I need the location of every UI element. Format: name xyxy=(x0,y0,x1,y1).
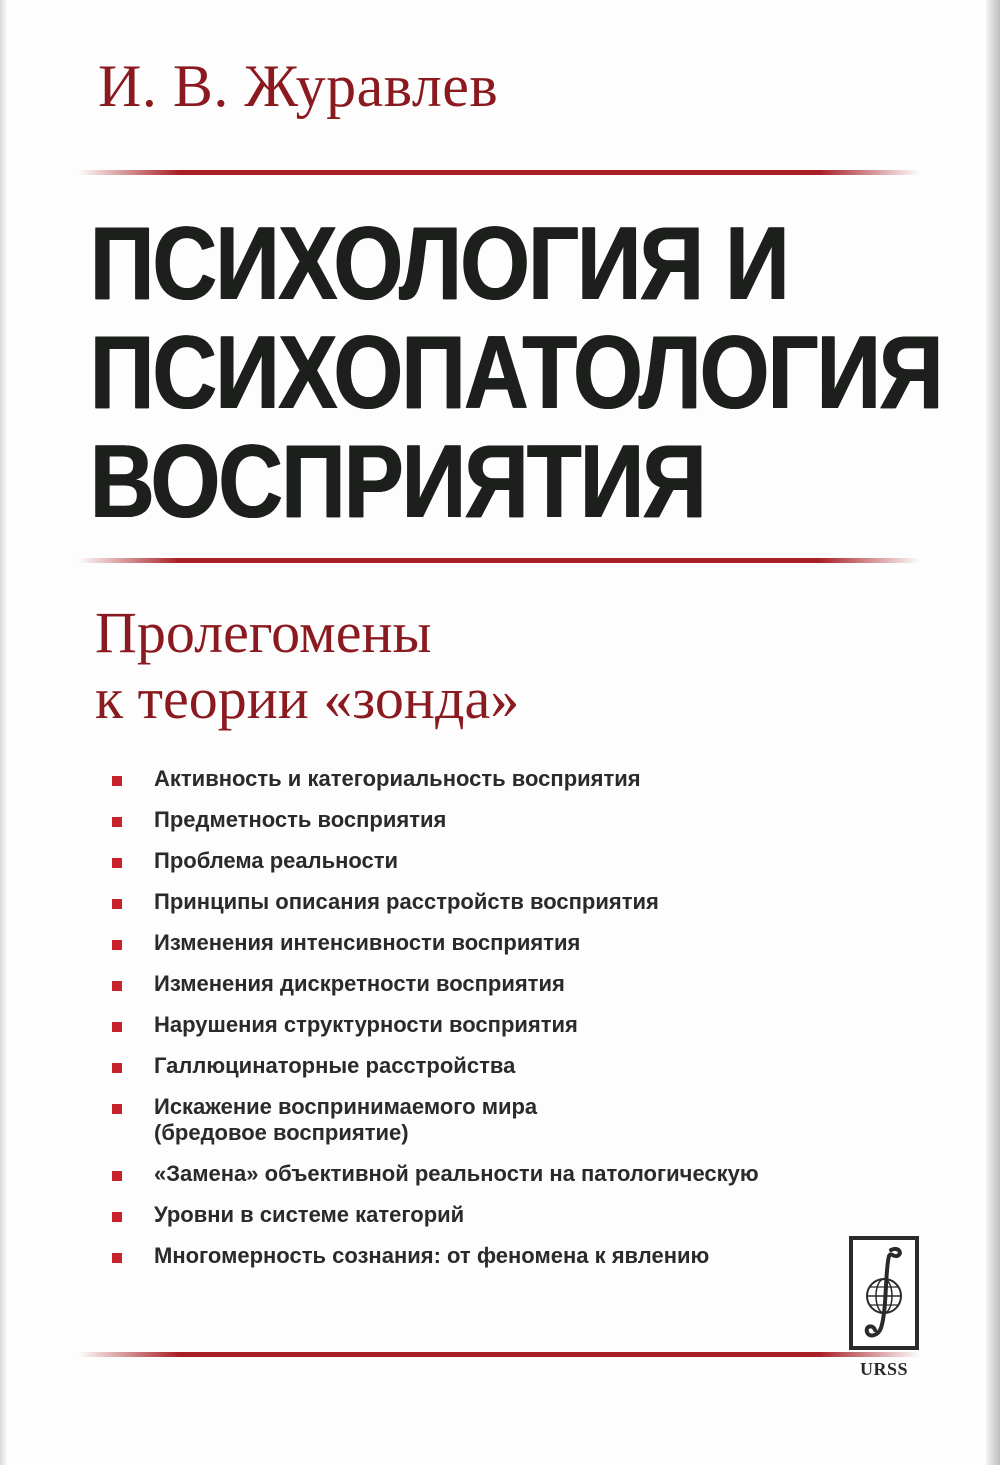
divider-middle xyxy=(78,558,920,563)
bullet-square-icon xyxy=(112,1022,122,1032)
book-subtitle xyxy=(95,600,519,732)
topic-text: Нарушения структурности восприятия xyxy=(154,1012,578,1037)
topic-item xyxy=(112,930,759,956)
book-title xyxy=(90,206,942,540)
topic-item xyxy=(112,971,759,997)
topic-item xyxy=(112,1053,759,1079)
topic-text: «Замена» объективной реальности на патологическую xyxy=(154,1161,759,1186)
bullet-square-icon xyxy=(112,817,122,827)
topic-item xyxy=(112,1161,759,1187)
publisher-name: URSS xyxy=(859,1359,909,1379)
publisher-logo xyxy=(849,1236,919,1392)
title-line-2: ПСИХОПАТОЛОГИЯ xyxy=(90,315,942,431)
bullet-square-icon xyxy=(112,1212,122,1222)
topic-text: Изменения дискретности восприятия xyxy=(154,971,565,996)
topic-text: Уровни в системе категорий xyxy=(154,1202,465,1227)
cover-right-edge xyxy=(986,0,1000,1465)
topic-item xyxy=(112,1202,759,1228)
bullet-square-icon xyxy=(112,899,122,909)
bullet-square-icon xyxy=(112,858,122,868)
topic-item xyxy=(112,807,759,833)
bullet-square-icon xyxy=(112,1104,122,1114)
title-line-3: ВОСПРИЯТИЯ xyxy=(90,424,706,540)
topic-text: Галлюцинаторные расстройства xyxy=(154,1053,516,1078)
divider-bottom xyxy=(78,1352,920,1357)
topic-item xyxy=(112,766,759,792)
topic-item xyxy=(112,889,759,915)
bullet-square-icon xyxy=(112,776,122,786)
topics-list xyxy=(112,766,759,1284)
bullet-square-icon xyxy=(112,1063,122,1073)
bullet-square-icon xyxy=(112,1253,122,1263)
topic-text-continuation: (бредовое восприятие) xyxy=(154,1120,409,1145)
topic-text: Искажение воспринимаемого мира xyxy=(154,1094,538,1119)
title-line-1: ПСИХОЛОГИЯ И xyxy=(90,206,788,322)
bullet-square-icon xyxy=(112,981,122,991)
integral-globe-icon xyxy=(853,1240,915,1346)
topic-item xyxy=(112,1012,759,1038)
bullet-square-icon xyxy=(112,1171,122,1181)
topic-text: Изменения интенсивности восприятия xyxy=(154,930,581,955)
logo-frame xyxy=(849,1236,919,1350)
topic-text: Активность и категориальность восприятия xyxy=(154,766,641,791)
topic-item xyxy=(112,1243,759,1269)
topic-item xyxy=(112,848,759,874)
topic-text: Проблема реальности xyxy=(154,848,399,873)
topic-item xyxy=(112,1094,759,1146)
topic-text: Предметность восприятия xyxy=(154,807,447,832)
author-name: И. В. Журавлев xyxy=(98,53,499,119)
subtitle-line-2: к теории «зонда» xyxy=(95,666,520,731)
topic-text: Принципы описания расстройств восприятия xyxy=(154,889,659,914)
bullet-square-icon xyxy=(112,940,122,950)
cover-left-edge xyxy=(0,0,8,1465)
subtitle-line-1: Пролегомены xyxy=(95,600,432,665)
topic-text: Многомерность сознания: от феномена к явлению xyxy=(154,1243,710,1268)
divider-top xyxy=(78,170,920,175)
